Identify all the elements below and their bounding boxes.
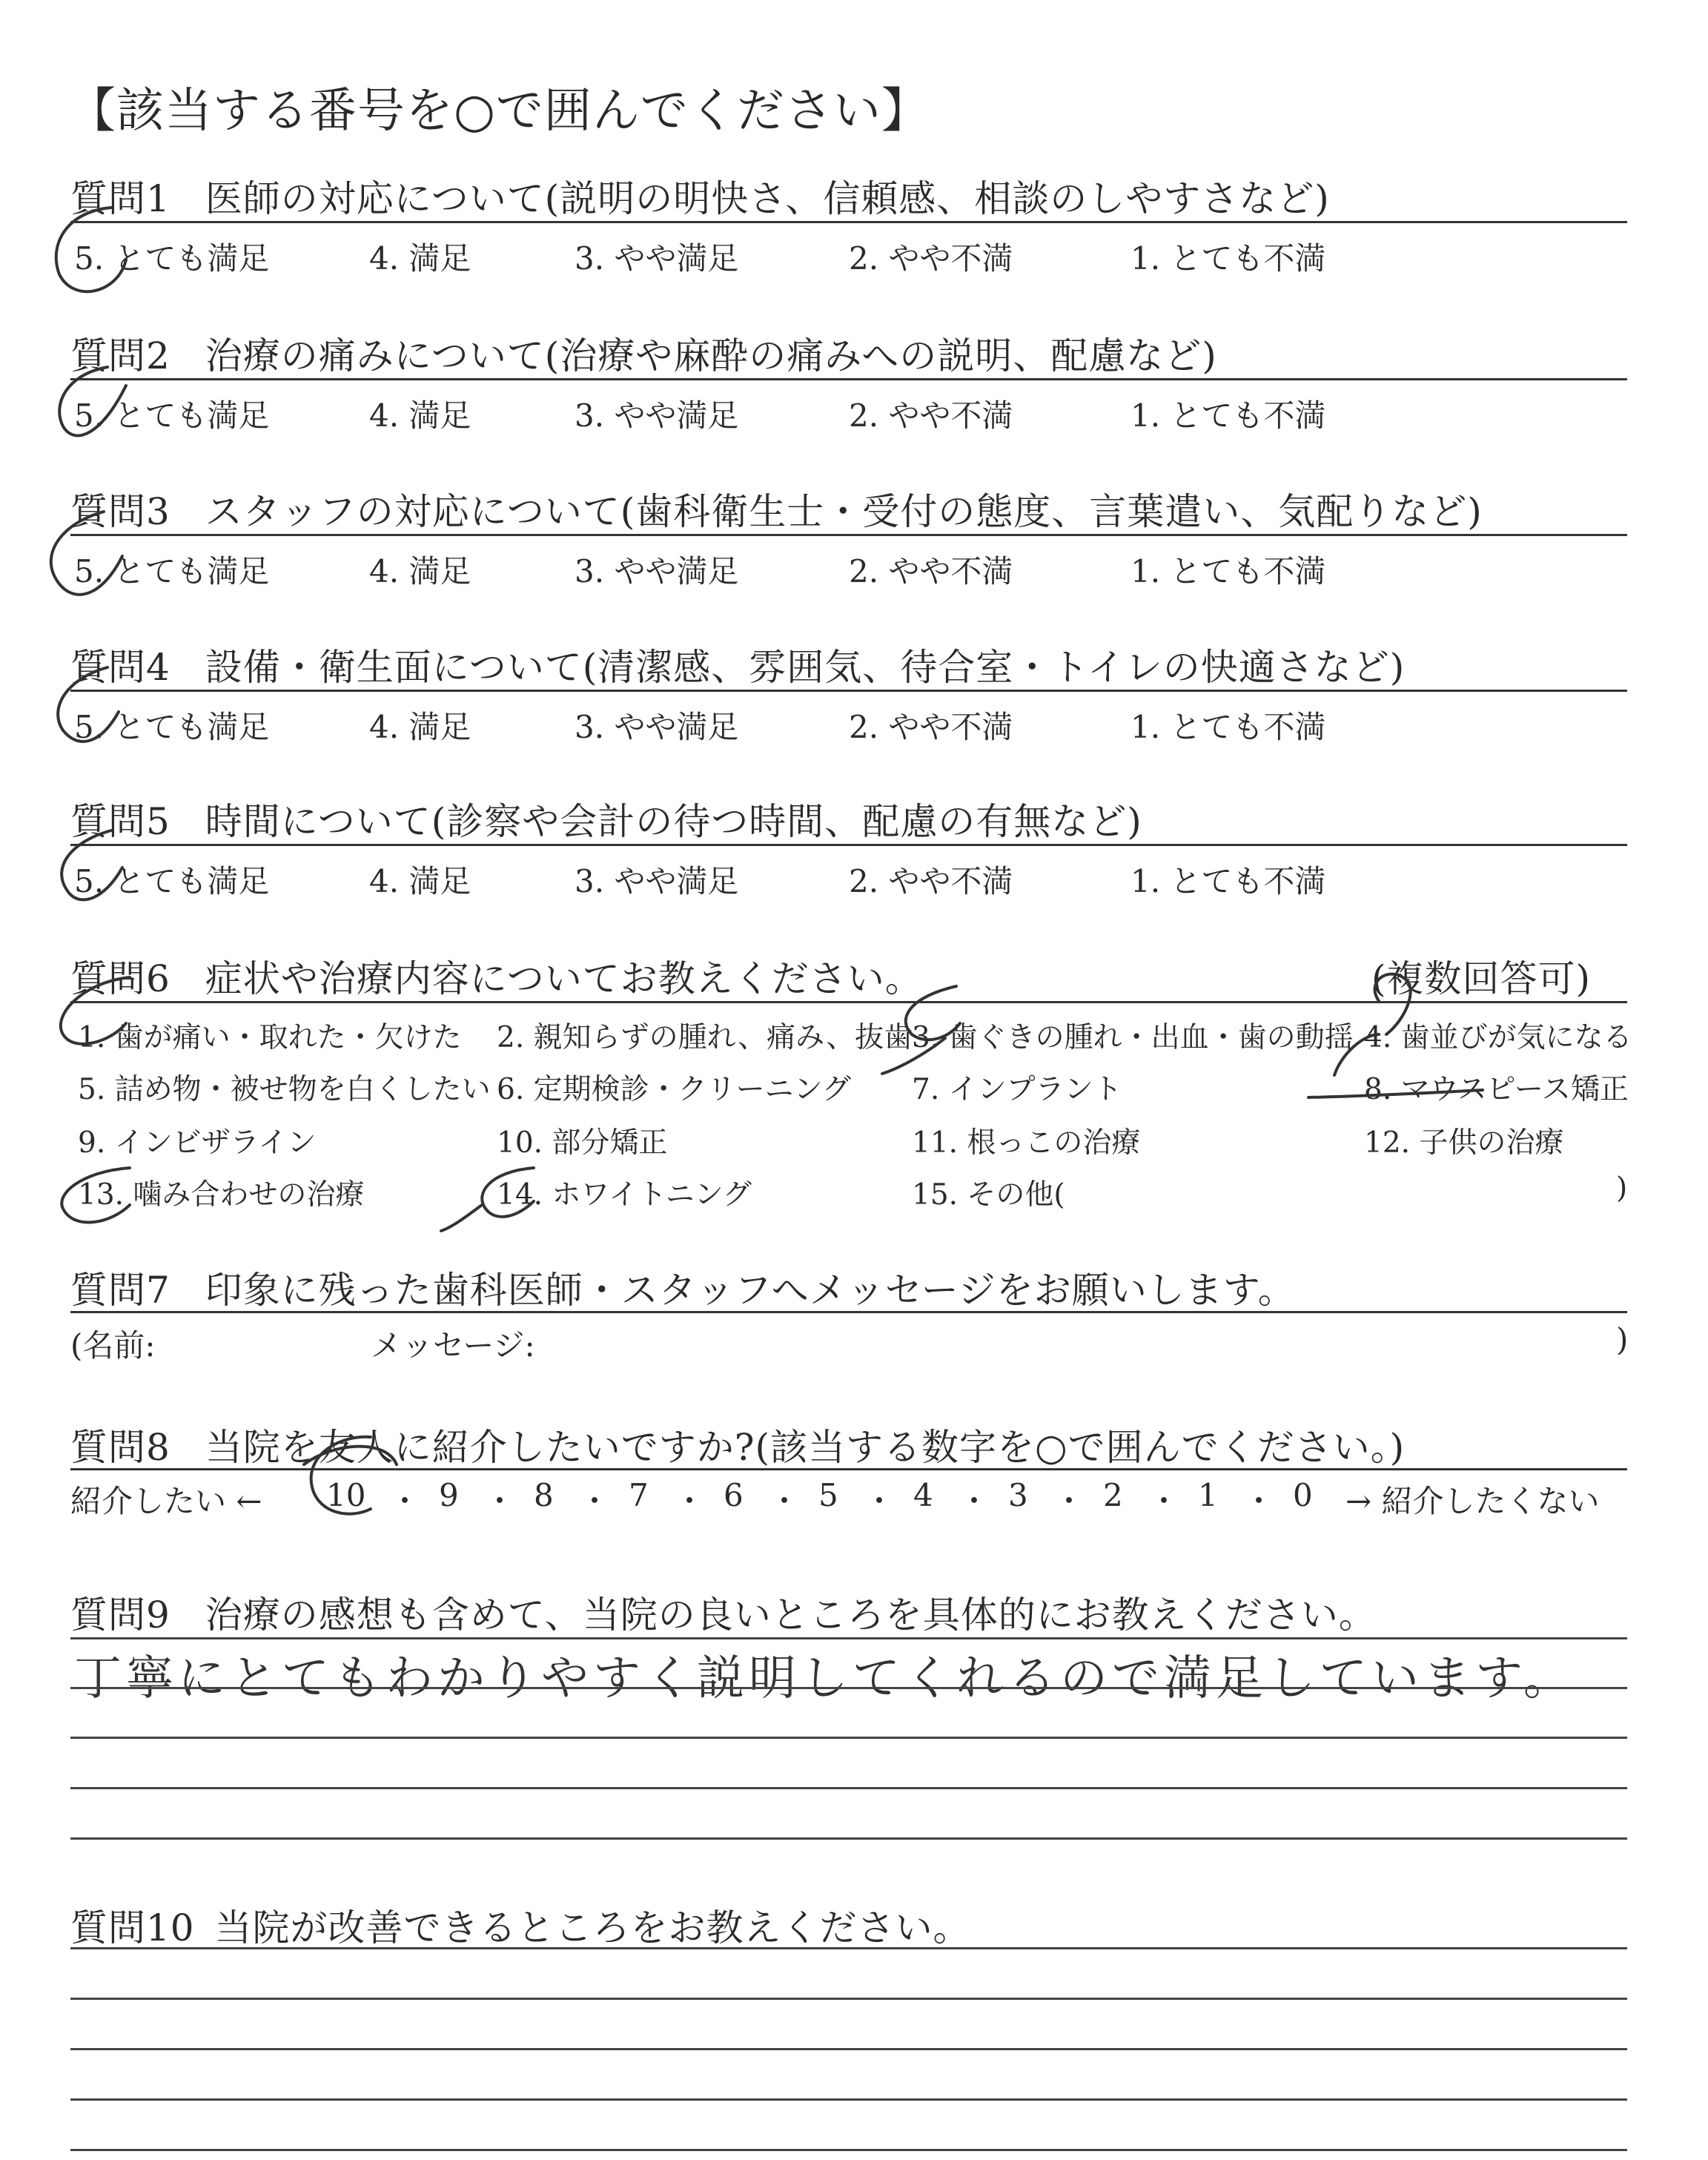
rating-option-1[interactable]: 1. とても不満 [1131, 240, 1326, 277]
symptom-option-3[interactable]: 3. 歯ぐきの腫れ・出血・歯の動揺 [912, 1021, 1354, 1054]
name-field-label: (名前: [70, 1327, 156, 1364]
question-text: 治療の痛みについて(治療や麻酔の痛みへの説明、配慮など) [205, 334, 1217, 377]
question-text: スタッフの対応について(歯科衛生士・受付の態度、言葉遣い、気配りなど) [205, 490, 1483, 533]
question-text: 症状や治療内容についてお教えください。 [205, 957, 923, 1000]
question-text: 時間について(診察や会計の待つ時間、配慮の有無など) [205, 800, 1142, 843]
question-text: 治療の感想も含めて、当院の良いところを具体的にお教えください。 [205, 1593, 1377, 1636]
question-underline [70, 221, 1627, 223]
rating-option-2[interactable]: 2. やや不満 [849, 863, 1013, 899]
symptom-option-7[interactable]: 7. インプラント [912, 1073, 1122, 1106]
question-7 [70, 1261, 1296, 1314]
rating-option-3[interactable]: 3. やや満足 [575, 240, 739, 277]
rating-option-4[interactable]: 4. 満足 [369, 397, 471, 434]
rating-option-3[interactable]: 3. やや満足 [575, 553, 739, 589]
symptom-option-4[interactable]: 4. 歯並びが気になる [1364, 1021, 1632, 1054]
answer-line [70, 1998, 1627, 2000]
scale-9[interactable]: 9 [439, 1477, 459, 1513]
rating-option-5[interactable]: 5. とても満足 [74, 397, 270, 434]
question-4 [70, 638, 1405, 691]
rating-option-4[interactable]: 4. 満足 [369, 553, 471, 589]
rating-option-2[interactable]: 2. やや不満 [849, 709, 1013, 745]
question-underline [70, 1468, 1627, 1470]
answer-line [70, 1787, 1627, 1789]
question-9 [70, 1585, 1377, 1639]
question-label: 質問2 [70, 334, 171, 377]
symptom-option-10[interactable]: 10. 部分矯正 [497, 1126, 668, 1160]
handwritten-answer: 丁寧にとてもわかりやすく説明してくれるので満足しています。 [74, 1651, 1575, 1706]
recommend-left-label: 紹介したい ← [70, 1483, 262, 1519]
question-text: 当院を友人に紹介したいですか?(該当する数字を○で囲んでください。) [205, 1426, 1406, 1469]
question-text: 印象に残った歯科医師・スタッフへメッセージをお願いします。 [205, 1269, 1296, 1312]
answer-line [70, 2149, 1627, 2151]
question-1 [70, 169, 1330, 222]
question-2 [70, 326, 1217, 380]
scale-sep: ・ [484, 1483, 516, 1519]
rating-option-1[interactable]: 1. とても不満 [1131, 709, 1326, 745]
message-field-label: メッセージ: [371, 1327, 535, 1364]
question-label: 質問5 [70, 800, 171, 843]
symptom-option-11[interactable]: 11. 根っこの治療 [912, 1126, 1141, 1160]
scale-0[interactable]: 0 [1293, 1477, 1313, 1513]
question-underline [70, 1001, 1627, 1003]
scale-sep: ・ [769, 1483, 801, 1519]
scale-sep: ・ [1243, 1483, 1275, 1519]
question-underline [70, 1311, 1627, 1313]
scale-sep: ・ [1053, 1483, 1085, 1519]
answer-line [70, 1637, 1627, 1639]
question-underline [70, 844, 1627, 846]
rating-option-3[interactable]: 3. やや満足 [575, 863, 739, 899]
question-label: 質問1 [70, 177, 171, 220]
rating-option-2[interactable]: 2. やや不満 [849, 553, 1013, 589]
rating-option-2[interactable]: 2. やや不満 [849, 397, 1013, 434]
answer-line [70, 2048, 1627, 2050]
question-text: 当院が改善できるところをお教えください。 [214, 1906, 971, 1949]
scale-sep: ・ [959, 1483, 990, 1519]
multiple-answer-note: (複数回答可) [1371, 957, 1592, 1000]
rating-option-5[interactable]: 5. とても満足 [74, 240, 270, 277]
scale-sep: ・ [579, 1483, 611, 1519]
symptom-option-9[interactable]: 9. インビザライン [78, 1126, 317, 1160]
scale-10[interactable]: 10 [326, 1477, 366, 1513]
symptom-option-5[interactable]: 5. 詰め物・被せ物を白くしたい [78, 1073, 491, 1106]
symptom-option-14[interactable]: 14. ホワイトニング [497, 1178, 752, 1212]
rating-option-2[interactable]: 2. やや不満 [849, 240, 1013, 277]
question-label: 質問7 [70, 1269, 171, 1312]
scale-3[interactable]: 3 [1008, 1477, 1028, 1513]
question-6 [70, 949, 923, 1003]
answer-line [70, 1737, 1627, 1739]
question-text: 設備・衛生面について(清潔感、雰囲気、待合室・トイレの快適さなど) [205, 646, 1406, 689]
scale-sep: ・ [1148, 1483, 1180, 1519]
rating-option-1[interactable]: 1. とても不満 [1131, 397, 1326, 434]
question-5 [70, 792, 1142, 845]
scale-8[interactable]: 8 [534, 1477, 554, 1513]
recommend-right-label: → 紹介したくない [1345, 1483, 1600, 1519]
scale-7[interactable]: 7 [629, 1477, 649, 1513]
rating-option-3[interactable]: 3. やや満足 [575, 709, 739, 745]
message-close-paren: ) [1616, 1321, 1629, 1358]
question-label: 質問10 [70, 1906, 195, 1949]
scale-1[interactable]: 1 [1198, 1477, 1218, 1513]
question-label: 質問9 [70, 1593, 171, 1636]
rating-option-4[interactable]: 4. 満足 [369, 240, 471, 277]
page-title: 【該当する番号を○で囲んでください】 [68, 84, 930, 139]
rating-option-1[interactable]: 1. とても不満 [1131, 863, 1326, 899]
question-8 [70, 1418, 1405, 1471]
scale-sep: ・ [674, 1483, 706, 1519]
scale-sep: ・ [389, 1483, 421, 1519]
answer-line [70, 2098, 1627, 2101]
question-10 [70, 1898, 971, 1952]
question-underline [70, 378, 1627, 380]
rating-option-5[interactable]: 5. とても満足 [74, 863, 270, 899]
rating-option-5[interactable]: 5. とても満足 [74, 709, 270, 745]
scale-sep: ・ [864, 1483, 896, 1519]
question-underline [70, 534, 1627, 536]
answer-line [70, 1947, 1627, 1949]
other-close-paren: ) [1616, 1172, 1628, 1205]
question-label: 質問3 [70, 490, 171, 533]
scale-2[interactable]: 2 [1103, 1477, 1123, 1513]
question-underline [70, 690, 1627, 692]
question-label: 質問4 [70, 646, 171, 689]
scale-5[interactable]: 5 [818, 1477, 838, 1513]
rating-option-1[interactable]: 1. とても不満 [1131, 553, 1326, 589]
symptom-option-12[interactable]: 12. 子供の治療 [1364, 1126, 1564, 1160]
question-label: 質問6 [70, 957, 171, 1000]
scale-4[interactable]: 4 [913, 1477, 933, 1513]
symptom-option-8[interactable]: 8. マウスピース矯正 [1364, 1073, 1629, 1106]
question-text: 医師の対応について(説明の明快さ、信頼感、相談のしやすさなど) [205, 177, 1330, 220]
question-label: 質問8 [70, 1426, 171, 1469]
rating-option-4[interactable]: 4. 満足 [369, 709, 471, 745]
rating-option-4[interactable]: 4. 満足 [369, 863, 471, 899]
rating-option-5[interactable]: 5. とても満足 [74, 553, 270, 589]
answer-line [70, 1687, 1627, 1689]
symptom-option-1[interactable]: 1. 歯が痛い・取れた・欠けた [78, 1021, 462, 1054]
symptom-option-13[interactable]: 13. 噛み合わせの治療 [78, 1178, 365, 1212]
scale-6[interactable]: 6 [724, 1477, 744, 1513]
rating-option-3[interactable]: 3. やや満足 [575, 397, 739, 434]
symptom-option-6[interactable]: 6. 定期検診・クリーニング [497, 1073, 851, 1106]
question-3 [70, 482, 1483, 535]
answer-line [70, 1837, 1627, 1840]
symptom-option-15[interactable]: 15. その他( [912, 1178, 1065, 1212]
symptom-option-2[interactable]: 2. 親知らずの腫れ、痛み、抜歯 [497, 1021, 913, 1054]
